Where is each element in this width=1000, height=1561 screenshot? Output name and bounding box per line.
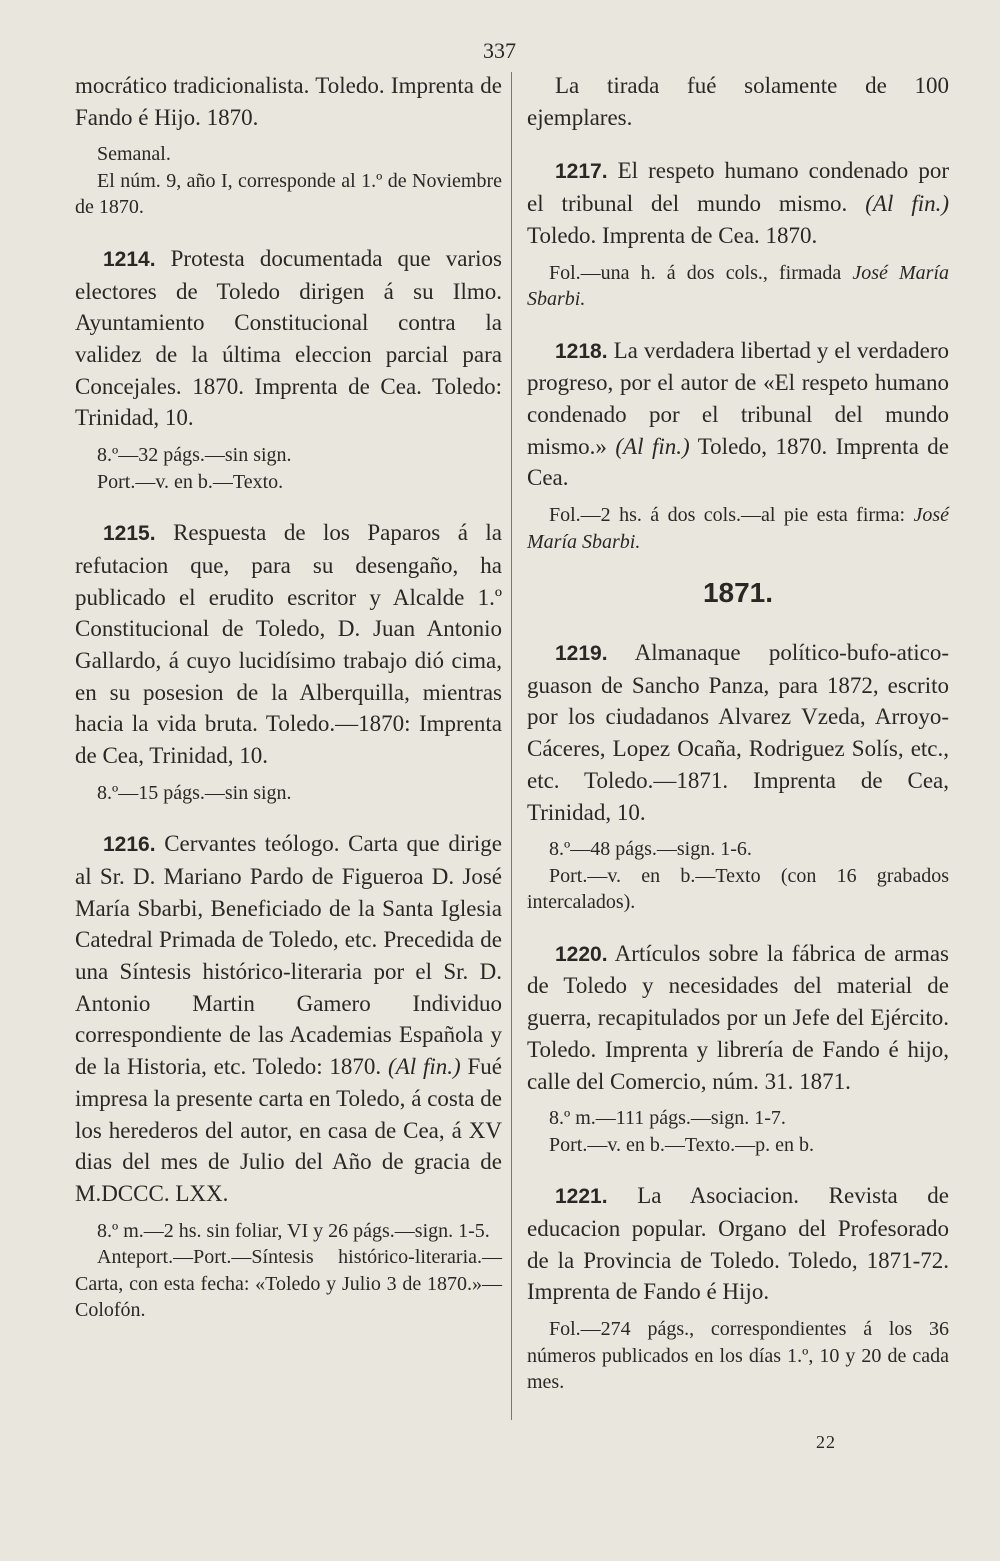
entry-title-cont: Fué impresa la presente carta en Toledo, á costa de los herederos del autor, en casa de Cea, á XV dias del mes de Julio del Año de gracia de M.DCCC. LXX.	[75, 1054, 503, 1206]
entry-1215	[75, 517, 502, 806]
signature-mark: 22	[816, 1432, 836, 1452]
entry-1218	[527, 335, 949, 556]
entry-title: La verdadera libertad y el verdadero progreso, por el autor de «El respeto humano condenado por el tribunal del mundo mismo.»	[527, 337, 950, 459]
continued-title: La tirada fué solamente de 100 ejemplares.	[527, 73, 949, 130]
entry-1219	[527, 637, 949, 916]
entry-title-cont: Toledo. Imprenta de Cea. 1870.	[527, 222, 818, 248]
entry-note: El núm. 9, año I, corresponde al 1.º de Noviembre de 1870.	[75, 169, 502, 219]
entry-1216	[75, 828, 502, 1323]
entry-1220	[527, 938, 949, 1159]
entry-number: 1219.	[555, 642, 608, 666]
entry-note: 8.º—15 págs.—sin sign.	[97, 781, 292, 804]
entry-note: 8.º m.—111 págs.—sign. 1-7.	[549, 1107, 786, 1130]
entry-number: 1218.	[555, 339, 608, 363]
entry-note: Port.—v. en b.—Texto (con 16 grabados intercalados).	[527, 864, 949, 914]
entry-1217	[527, 155, 949, 312]
entry-title-cont: Toledo, 1870. Imprenta de Cea.	[527, 433, 949, 491]
entry-note: Anteport.—Port.—Síntesis histórico-literaria.—Carta, con esta fecha: «Toledo y Julio 3 de 1870.»—Colofón.	[75, 1246, 502, 1322]
entry-note: Port.—v. en b.—Texto.—p. en b.	[549, 1133, 815, 1156]
entry-title-italic: (Al fin.)	[615, 433, 690, 459]
entry-title: Respuesta de los Paparos á la refutacion que, para su desengaño, ha publicado el erudito escritor y Alcalde 1.º Constitucional de Toledo, D. Juan Antonio Gallardo, á cuyo lucidísimo trabajo dió cima, en su posesion de la Alberquilla, mientras hacia la vida bruta. Toledo.—1870: Imprenta de Cea, Trinidad, 10.	[75, 520, 502, 769]
entry-number: 1214.	[103, 247, 156, 271]
left-column	[75, 70, 502, 1324]
entry-title: El respeto humano condenado por el tribunal del mundo mismo.	[527, 158, 949, 217]
entry-title-italic: (Al fin.)	[865, 191, 950, 217]
entry-note-italic: José María Sbarbi.	[527, 504, 950, 553]
entry-number: 1220.	[555, 942, 608, 966]
continued-title: mocrático tradicionalista. Toledo. Imprenta de Fando é Hijo. 1870.	[75, 73, 502, 130]
entry-title: Protesta documentada que varios electores de Toledo dirigen á su Ilmo. Ayuntamiento Constitucional contra la validez de la última eleccion parcial para Concejales. 1870. Imprenta de Cea. Toledo: Trinidad, 10.	[75, 245, 502, 431]
entry-1221	[527, 1180, 949, 1395]
column-divider	[511, 72, 512, 1420]
entry-1214	[75, 243, 502, 495]
entry-note: 8.º m.—2 hs. sin foliar, VI y 26 págs.—sign. 1-5.	[97, 1219, 490, 1242]
entry-note: 8.º—32 págs.—sin sign.	[97, 444, 292, 467]
page-number: 337	[483, 38, 516, 63]
entry-title: La Asociacion. Revista de educacion popular. Organo del Profesorado de la Provincia de Toledo. Toledo, 1871-72. Imprenta de Fando é Hijo.	[527, 1183, 950, 1305]
entry-number: 1216.	[103, 833, 156, 857]
entry-title: Artículos sobre la fábrica de armas de Toledo y necesidades del material de guerra, recapitulados por un Jefe del Ejército. Toledo. Imprenta y librería de Fando é hijo, calle del Comercio, núm. 31. 1871.	[527, 940, 949, 1094]
entry-note: Fol.—274 págs., correspondientes á los 36 números publicados en los días 1.º, 10 y 20 de cada mes.	[527, 1318, 949, 1394]
entry-note: Port.—v. en b.—Texto.	[97, 470, 284, 493]
right-column	[527, 70, 949, 1396]
entry-note: Fol.—una h. á dos cols., firmada	[549, 261, 842, 284]
entry-number: 1221.	[555, 1185, 608, 1209]
entry-note-italic: José María Sbarbi.	[527, 261, 949, 311]
entry-note: 8.º—48 págs.—sign. 1-6.	[549, 838, 752, 861]
entry-note: Semanal.	[97, 143, 171, 166]
entry-note: Fol.—2 hs. á dos cols.—al pie esta firma:	[549, 504, 906, 527]
entry-number: 1217.	[555, 160, 608, 184]
entry-title: Almanaque político-bufo-atico-guason de Sancho Panza, para 1872, escrito por los ciudadanos Alvarez Vzeda, Arroyo-Cáceres, Lopez Ocaña, Rodriguez Solís, etc., etc. Toledo.—1871. Imprenta de Cea, Trinidad, 10.	[527, 640, 950, 825]
entry-title-italic: (Al fin.)	[388, 1054, 461, 1080]
entry-number: 1215.	[103, 522, 156, 546]
entry-title: Cervantes teólogo. Carta que dirige al Sr. D. Mariano Pardo de Figueroa D. José María Sbarbi, Beneficiado de la Santa Iglesia Catedral Primada de Toledo, etc. Precedida de una Síntesis histórico-literaria por el Sr. D. Antonio Martin Gamero Individuo correspondiente de las Academias Española y de la Historia, etc. Toledo: 1870.	[75, 831, 503, 1080]
year-heading: 1871.	[702, 577, 774, 609]
